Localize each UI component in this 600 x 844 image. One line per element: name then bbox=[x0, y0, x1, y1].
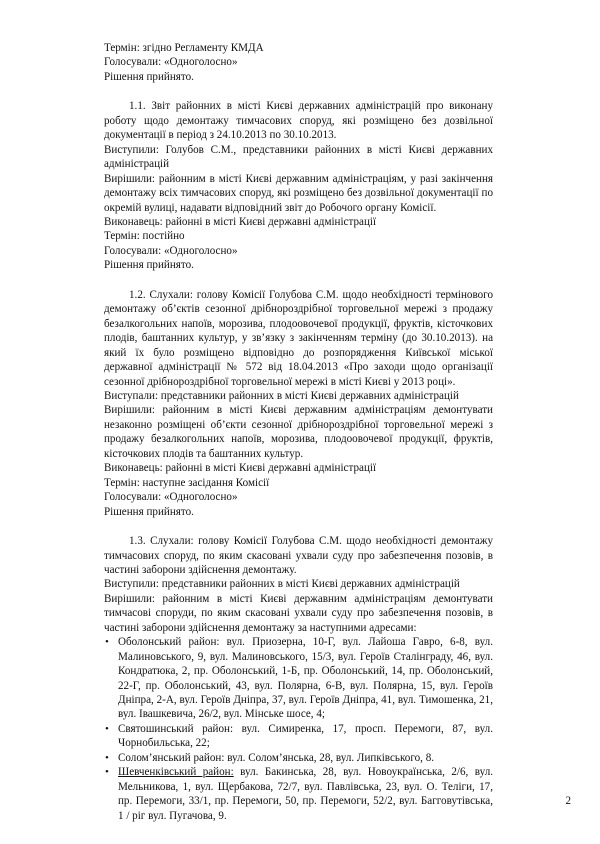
bullet-icon: • bbox=[105, 766, 109, 779]
paragraph-vote_1: Голосували: «Одноголосно» bbox=[104, 56, 238, 69]
paragraph-term_1_2: Термін: наступне засідання Комісії bbox=[104, 476, 270, 489]
paragraph-decided_1_2: Вирішили: районним в місті Києві державним адміністраціям демонтувати незаконно розміщені об’єкти сезонної дрібнороздрібної торговельної мережі з продажу безалкогольних напоїв, морозива, плодоовочевої продукції, фруктів, кісточкових плодів та баштанних культур. bbox=[104, 404, 493, 460]
address-list-item-solomianskyi bbox=[104, 751, 493, 765]
paragraph-item_1_2: 1.2. Слухали: голову Комісії Голубова С.М. щодо необхідності термінового демонтажу об’єктів сезонної дрібнороздрібної торговельної мережі з продажу безалкогольних напоїв, морозива, плодоовочевої продукції, фруктів, кісточкових плодів, баштанних культур, у зв’язку з закінченням терміну (до 30.10.2013). на який їх було розміщено відповідно до розпорядження Київської міської державної адміністрації № 572 від 18.04.2013 «Про заходи щодо організації сезонної дрібнороздрібної торговельної мережі в місті Києві у 2013 році». bbox=[104, 288, 493, 388]
paragraph-item_1_3: 1.3. Слухали: голову Комісії Голубова С.М. щодо необхідності демонтажу тимчасових споруд, по яким скасовані ухвали суду про забезпечення позовів, в частині заборони здійснення демонтажу. bbox=[104, 535, 493, 576]
bullet-icon: • bbox=[105, 636, 109, 649]
paragraph-dec_1_2: Рішення прийнято. bbox=[104, 505, 194, 518]
bullet-icon: • bbox=[105, 751, 109, 764]
paragraph-vote_1_1: Голосували: «Одноголосно» bbox=[104, 244, 238, 257]
paragraph-term_1: Термін: згідно Регламенту КМДА bbox=[104, 42, 264, 54]
paragraph-vote_1_2: Голосували: «Одноголосно» bbox=[104, 491, 238, 504]
address-list-item-shevchenkivskyi bbox=[104, 765, 493, 823]
paragraph-spoke_1_2: Виступали: представники районних в місті Києві державних адміністрацій bbox=[104, 389, 459, 402]
bullet-icon: • bbox=[105, 722, 109, 735]
paragraph-exec_1_2: Виконавець: районні в місті Києві державні адміністрації bbox=[104, 462, 377, 475]
paragraph-exec_1_1: Виконавець: районні в місті Києві державні адміністрації bbox=[104, 215, 377, 228]
paragraph-decision_1: Рішення прийнято. bbox=[104, 70, 194, 83]
document-text-body bbox=[104, 41, 493, 823]
district-name: Шевченківський район: bbox=[118, 766, 234, 779]
paragraph-spacer bbox=[104, 519, 493, 534]
paragraph-blocks bbox=[104, 41, 493, 635]
address-bullet-list bbox=[104, 635, 493, 823]
address-list-item-text: Святошинський район: вул. Симиренка, 17, просп. Перемоги, 87, вул. Чорнобильська, 22; bbox=[118, 722, 493, 750]
address-list-item-text: Солом’янський район: вул. Солом’янська, 28, вул. Липківського, 8. bbox=[118, 751, 435, 764]
address-list-item-obolonskyi bbox=[104, 635, 493, 722]
paragraph-dec_1_1: Рішення прийнято. bbox=[104, 259, 194, 272]
address-list-item-text: Оболонський район: вул. Приозерна, 10-Г, вул. Лайоша Гавро, 6-8, вул. Малиновського, 9, вул. Малиновського, 15/3, вул. Героїв Сталінграду, 46, вул. Кондратюка, 2, пр. Оболонський, 1-Б, пр. Оболонський, 14, пр. Оболонський, 22-Г, пр. Оболонський, 43, вул. Полярна, 6-В, вул. Полярна, 15, вул. Героїв Дніпра, 2-А, вул. Героїв Дніпра, 37, вул. Героїв Дніпра, 41, вул. Тимошенка, 21, вул. Івашкевича, 26/2, вул. Мінське шосе, 4; bbox=[118, 636, 493, 721]
paragraph-item_1_1: 1.1. Звіт районних в місті Києві державних адміністрацій про виконану роботу щодо демонтажу тимчасових споруд, які розміщено без дозвільної документації в період з 24.10.2013 по 30.10.2013. bbox=[104, 100, 493, 142]
address-list-item-text: Шевченківський район: вул. Бакинська, 28, вул. Новоукраїнська, 2/6, вул. Мельникова, 1, вул. Щербакова, 72/7, вул. Павлівська, 23, вул. О. Теліги, 17, пр. Перемоги, 33/1, пр. Перемоги, 50, пр. Перемоги, 52/2, вул. Багговутівська, 1 / ріг вул. Пугачова, 9. bbox=[118, 766, 494, 822]
address-list-item-sviatoshynskyi bbox=[104, 722, 493, 751]
paragraph-decided_1_1: Вирішили: районним в місті Києві державним адміністраціям, у разі закінчення демонтажу всіх тимчасових споруд, які розміщено без дозвільної документації по окремій вулиці, надавати відповідний звіт до Робочого органу Комісії. bbox=[104, 172, 493, 214]
paragraph-spacer bbox=[104, 84, 493, 99]
paragraph-spoke_1_1: Виступили: Голубов С.М., представники районних в місті Києві державних адміністрацій bbox=[104, 143, 493, 171]
page-number: 2 bbox=[565, 795, 571, 807]
paragraph-spacer bbox=[104, 273, 493, 288]
paragraph-spoke_1_3: Виступили: представники районних в місті Києві державних адміністрацій bbox=[104, 578, 460, 591]
paragraph-decided_1_3: Вирішили: районним в місті Києві державним адміністраціям демонтувати тимчасові споруди, по яким скасовані ухвали суду про забезпечення позовів, в частині заборони здійснення демонтажу за наступними адресами: bbox=[104, 592, 493, 634]
paragraph-term_1_1: Термін: постійно bbox=[104, 230, 185, 243]
